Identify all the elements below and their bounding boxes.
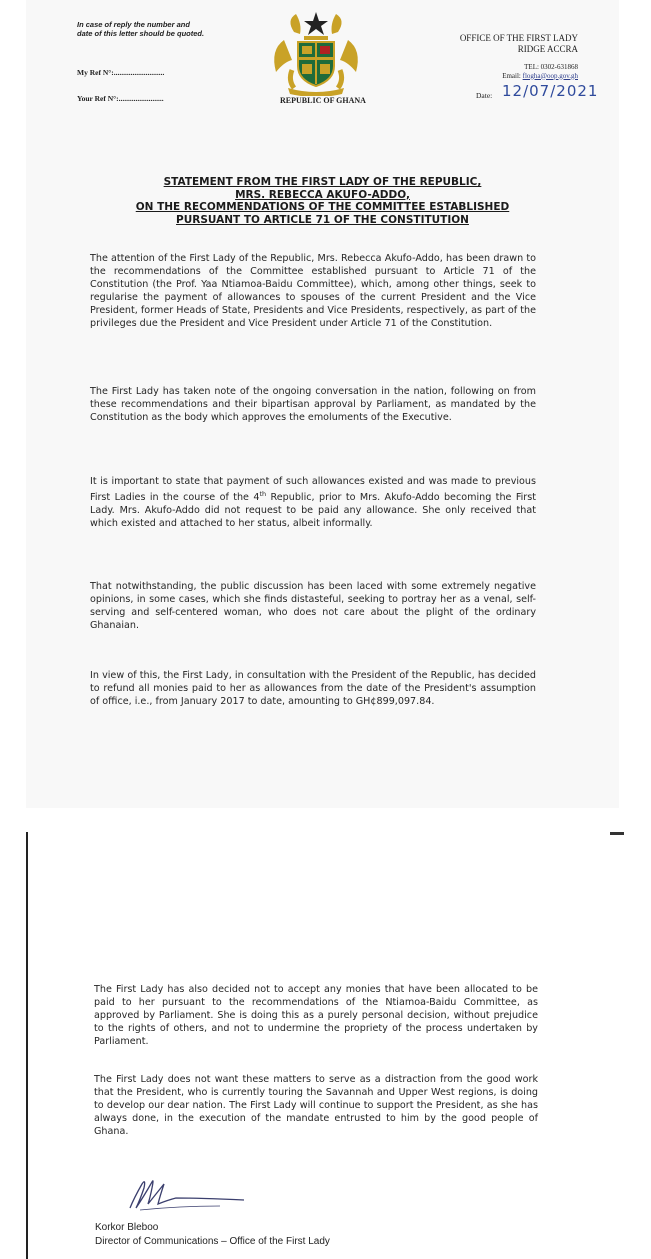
office-location: RIDGE ACCRA	[517, 44, 578, 54]
email-line	[502, 72, 578, 81]
paragraph-4: That notwithstanding, the public discussion has been laced with some extremely negative opinions, in some cases, which she finds distasteful, seeking to portray her as a venal, self-serving and self-centered woman, who does not care about the plight of the ordinary Ghanaian.	[90, 581, 536, 631]
ordinal-suffix: th	[259, 490, 267, 498]
title-line-3: ON THE RECOMMENDATIONS OF THE COMMITTEE ESTABLISHED	[135, 201, 510, 213]
statement-title	[110, 176, 535, 226]
title-line-1: STATEMENT FROM THE FIRST LADY OF THE REPUBLIC,	[163, 176, 482, 188]
paragraph-7: The First Lady does not want these matters to serve as a distraction from the good work that the President, who is currently touring the Savannah and Upper West regions, is doing to develop our dear nation. The First Lady will continue to support the President, as she has always done, in the execution of the mandate entrusted to him by the good people of Ghana.	[94, 1074, 538, 1137]
date-label: Date:	[476, 91, 493, 100]
reply-note: In case of reply the number and date of this letter should be quoted.	[77, 20, 205, 38]
paragraph-3-start: It is important to state that payment of such allowances existed and was made to previous First Ladies in the course of the 4	[90, 476, 536, 504]
office-name: OFFICE OF THE FIRST LADY	[459, 33, 578, 43]
paragraph-1: The attention of the First Lady of the Republic, Mrs. Rebecca Akufo-Addo, has been drawn to the recommendations of the Committee established pursuant to Article 71 of the Constitution (the Prof. Yaa Ntiamoa-Baidu Committee), which, among other things, seek to regularise the payment of allowances to spouses of the current President and the Vice President, former Heads of State, Presidents and Vice Presidents, respectively, as part of the privileges due the President and Vice President under Article 71 of the Constitution.	[90, 253, 536, 329]
page-2-left-edge	[26, 832, 28, 1259]
title-line-2: MRS. REBECCA AKUFO-ADDO,	[235, 188, 410, 201]
republic-label: REPUBLIC OF GHANA	[280, 96, 366, 105]
handwritten-date: 12/07/2021	[502, 82, 599, 100]
signer-title: Director of Communications – Office of the First Lady	[95, 1236, 330, 1247]
signature-icon	[120, 1170, 250, 1220]
email-label: Email:	[502, 71, 523, 80]
telephone: TEL: 0302-631868	[524, 63, 578, 71]
email-link[interactable]: flogha@oop.gov.gh	[522, 71, 578, 80]
your-ref-field: Your Ref N°:........................	[77, 94, 164, 103]
paragraph-3-end: Republic, prior to Mrs. Akufo-Addo becoming the First Lady. Mrs. Akufo-Addo did not request to be paid any allowance. She only received that which existed and attached to her status, albeit informally.	[90, 492, 537, 530]
page-2-corner-mark	[610, 832, 624, 835]
signer-name: Korkor Bleboo	[95, 1222, 159, 1233]
paragraph-2: The First Lady has taken note of the ongoing conversation in the nation, following on from these recommendations and their bipartisan approval by Parliament, as mandated by the Constitution as the body which approves the emoluments of the Executive.	[90, 386, 536, 423]
paragraph-3	[90, 475, 536, 530]
office-address	[460, 33, 578, 55]
my-ref-field: My Ref N°:...........................	[77, 68, 165, 77]
paragraph-6: The First Lady has also decided not to accept any monies that have been allocated to be paid to her pursuant to the recommendations of the Ntiamoa-Baidu Committee, as approved by Parliament. She is doing this as a purely personal decision, without prejudice to the rights of others, and not to undermine the propriety of the process undertaken by Parliament.	[94, 984, 538, 1047]
contact-info	[502, 63, 578, 80]
paragraph-5: In view of this, the First Lady, in consultation with the President of the Republic, has decided to refund all monies paid to her as allowances from the date of the President's assumption of office, i.e., from January 2017 to date, amounting to GH¢899,097.84.	[90, 670, 536, 707]
coat-of-arms-icon	[266, 10, 366, 96]
title-line-4: PURSUANT TO ARTICLE 71 OF THE CONSTITUTION	[176, 213, 469, 226]
